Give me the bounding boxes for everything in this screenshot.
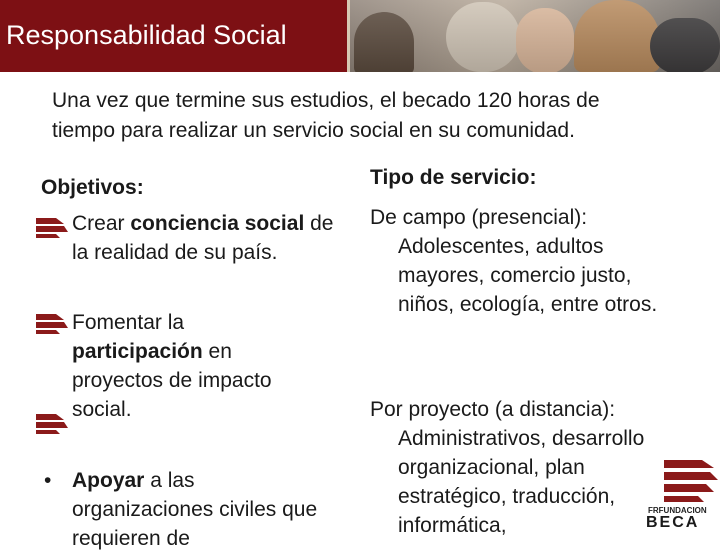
header-banner [0,0,720,72]
slide-title: Responsabilidad Social [6,20,287,50]
objetivo-text: Fomentar la [72,311,185,334]
objetivos-heading: Objetivos: [41,176,144,199]
objetivo-item [72,209,347,267]
objetivo-text: en proyectos de impacto social. [72,340,272,421]
objetivo-bold: Apoyar [72,469,145,492]
intro-text: Una vez que termine sus estudios, el becado 120 horas de tiempo para realizar un servicio social en su comunidad. [52,89,600,142]
photo-shade [350,0,720,72]
stripes-bullet-icon [34,216,70,238]
objetivo-item [72,308,312,424]
objetivo-text: Crear [72,212,131,235]
logo-small-text: FRFUNDACION [648,506,707,515]
dot-bullet: • [44,469,52,492]
logo-big-text: BECA [646,514,700,531]
objetivo-bold: conciencia social [130,212,305,235]
fundacion-beca-logo [644,456,720,540]
proyecto-items: Administrativos, desarrollo organizacional, plan estratégico, traducción, informática, [398,427,645,537]
proyecto-label: Por proyecto (a distancia): [370,398,616,421]
header-photo [350,0,720,72]
objetivo-text: de la realidad de su país. [72,212,334,264]
tipo-servicio-heading: Tipo de servicio: [370,166,537,189]
logo-stripes-icon [644,456,720,506]
campo-items: Adolescentes, adultos mayores, comercio justo, niños, ecología, entre otros. [398,235,658,316]
objetivo-text: a las organizaciones civiles que requieren de [72,469,318,550]
title-box [0,0,350,72]
objetivo-bold: participación [72,340,203,363]
stripes-bullet-icon [34,312,70,334]
stripes-bullet-icon [34,412,70,434]
campo-label: De campo (presencial): [370,206,588,229]
